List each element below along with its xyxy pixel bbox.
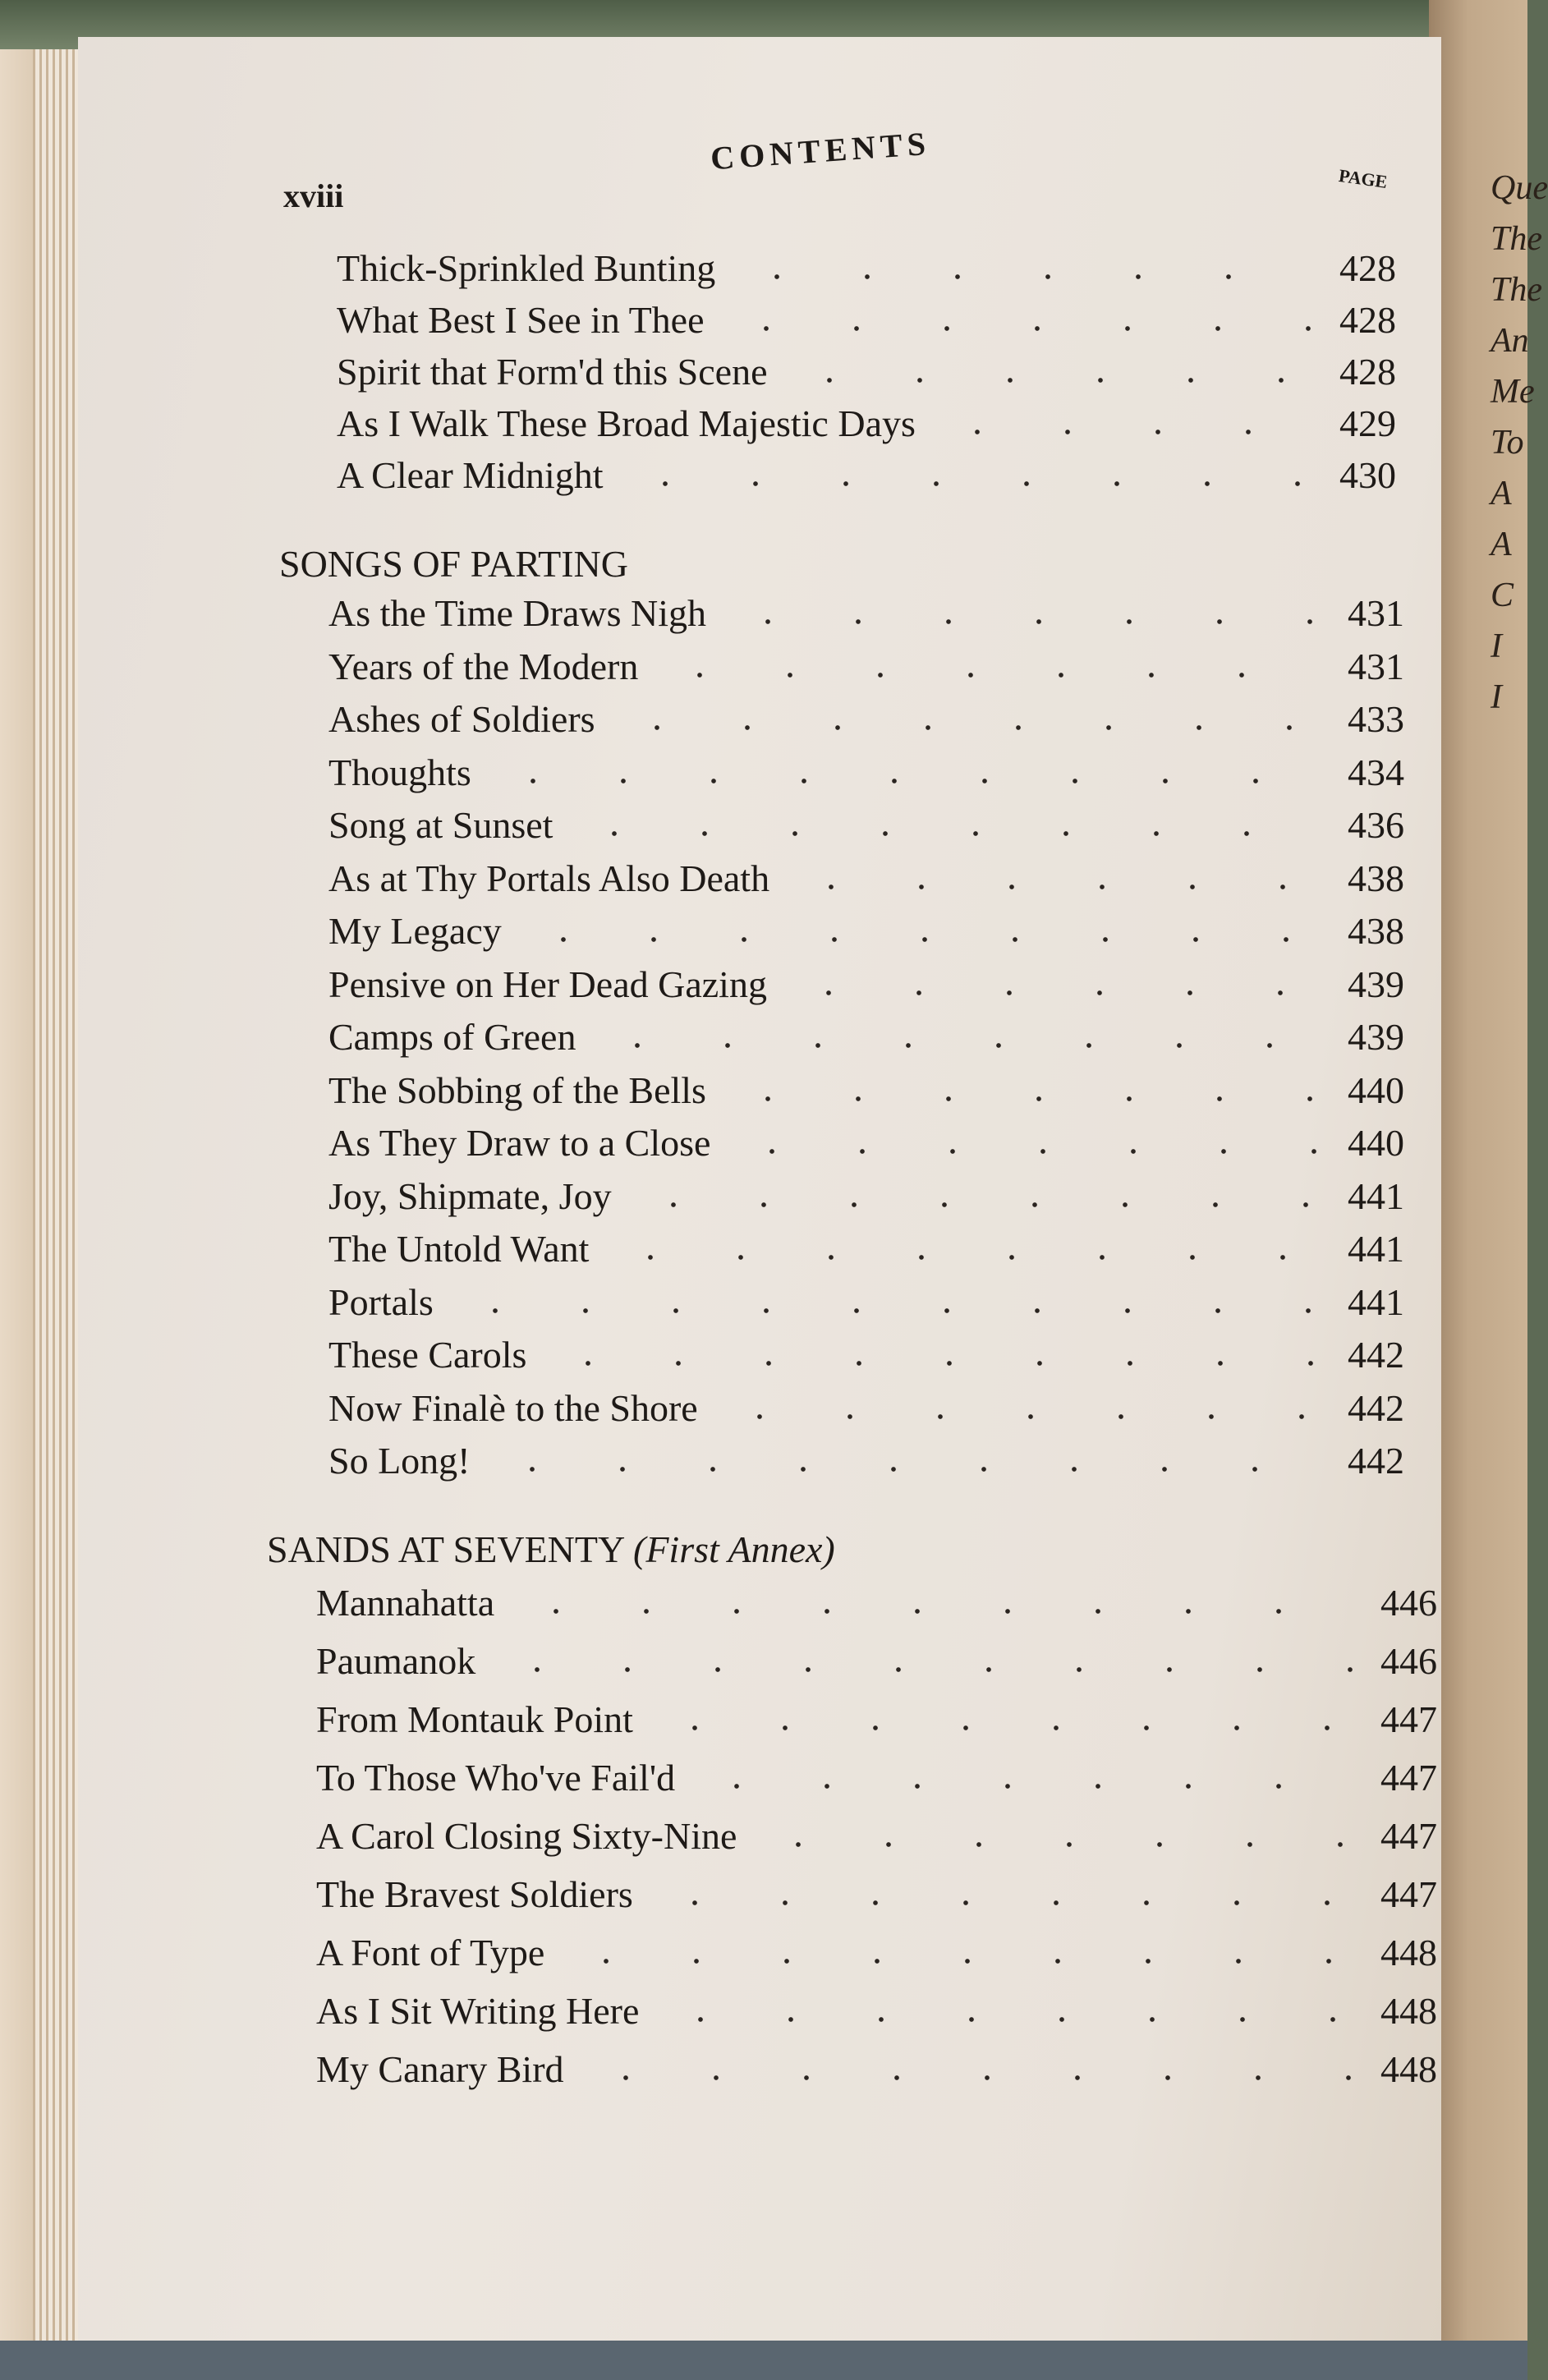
dot-leader (727, 1147, 1322, 1156)
toc-entry (328, 645, 1404, 688)
toc-entry (316, 1756, 1437, 1799)
entry-title: As the Time Draws Nigh (328, 592, 707, 634)
dot-leader (723, 618, 1322, 626)
dot-leader (721, 324, 1314, 333)
entry-page-number: 429 (1339, 402, 1396, 444)
dot-leader (487, 1465, 1323, 1473)
entry-page-number: 428 (1339, 299, 1396, 341)
facing-page-fragment: An (1491, 322, 1529, 360)
entry-title: From Montauk Point (316, 1698, 633, 1740)
toc-entry (337, 298, 1396, 342)
dot-leader (783, 989, 1322, 997)
facing-page-fragment: I (1491, 678, 1502, 716)
toc-entry (316, 1872, 1437, 1916)
toc-entry (328, 591, 1404, 635)
dot-leader (488, 777, 1322, 785)
entry-page-number: 431 (1348, 645, 1404, 687)
toc-entry (328, 803, 1404, 847)
entry-page-number: 430 (1339, 454, 1396, 496)
dot-leader (723, 1095, 1322, 1103)
entry-page-number: 433 (1348, 698, 1404, 740)
entry-page-number: 434 (1348, 751, 1404, 793)
entry-page-number: 439 (1348, 1016, 1404, 1058)
toc-entry (328, 1121, 1404, 1165)
facing-page-fragment: A (1491, 526, 1512, 563)
entry-title: What Best I See in Thee (337, 299, 705, 341)
dot-leader (655, 2015, 1355, 2024)
entry-title: These Carols (328, 1334, 527, 1376)
entry-title: Thoughts (328, 751, 471, 793)
dot-leader (691, 1782, 1355, 1790)
entry-title: Song at Sunset (328, 804, 554, 846)
entry-title: So Long! (328, 1440, 471, 1482)
dot-leader (569, 829, 1322, 838)
entry-page-number: 442 (1348, 1334, 1404, 1376)
entry-title: My Canary Bird (316, 2048, 564, 2090)
entry-title: A Carol Closing Sixty-Nine (316, 1815, 737, 1857)
dot-leader (786, 883, 1322, 891)
dot-leader (450, 1307, 1322, 1315)
entry-title: Now Finalè to the Shore (328, 1386, 698, 1429)
page-stack-edge (33, 49, 82, 2349)
facing-page-fragment: The (1491, 220, 1542, 258)
toc-entry (316, 1989, 1437, 2033)
dot-leader (628, 1201, 1322, 1209)
section-heading (267, 1528, 835, 1571)
dot-leader (784, 376, 1315, 384)
entry-page-number: 439 (1348, 963, 1404, 1005)
entry-page-number: 448 (1380, 1990, 1437, 2032)
toc-entry (316, 1814, 1437, 1858)
dot-leader (543, 1359, 1322, 1367)
entry-page-number: 428 (1339, 247, 1396, 289)
dot-leader (518, 935, 1322, 944)
toc-entry (328, 1227, 1404, 1270)
entry-title: As I Sit Writing Here (316, 1990, 640, 2032)
toc-entry (337, 402, 1396, 445)
entry-title: As I Walk These Broad Majestic Days (337, 402, 916, 444)
facing-page-fragment: A (1491, 475, 1512, 512)
facing-page-fragment: The (1491, 271, 1542, 309)
facing-page-fragment: To (1491, 424, 1524, 462)
entry-title: A Font of Type (316, 1932, 545, 1973)
toc-entry (328, 1333, 1404, 1376)
entry-page-number: 442 (1348, 1440, 1404, 1482)
toc-entry (328, 1439, 1404, 1482)
entry-page-number: 442 (1348, 1386, 1404, 1429)
facing-page-fragment: Que (1491, 169, 1548, 207)
entry-title: My Legacy (328, 910, 502, 952)
entry-page-number: 446 (1380, 1640, 1437, 1682)
dot-leader (650, 1724, 1355, 1732)
dot-leader (605, 1253, 1322, 1261)
dot-leader (612, 724, 1322, 732)
dot-leader (511, 1607, 1355, 1615)
entry-page-number: 438 (1348, 910, 1404, 952)
entry-page-number: 446 (1380, 1582, 1437, 1624)
entry-page-number: 431 (1348, 592, 1404, 634)
facing-page-fragment: C (1491, 577, 1514, 614)
entry-title: Years of the Modern (328, 645, 639, 687)
entry-title: Spirit that Form'd this Scene (337, 351, 768, 393)
entry-title: Pensive on Her Dead Gazing (328, 963, 767, 1005)
dot-leader (655, 671, 1322, 679)
dot-leader (753, 1840, 1355, 1849)
entry-title: A Clear Midnight (337, 454, 604, 496)
dot-leader (650, 1899, 1355, 1907)
dot-leader (932, 428, 1314, 436)
entry-title: As at Thy Portals Also Death (328, 857, 770, 899)
entry-page-number: 447 (1380, 1815, 1437, 1857)
entry-page-number: 428 (1339, 351, 1396, 393)
dot-leader (492, 1666, 1355, 1674)
toc-entry (337, 246, 1396, 290)
entry-title: Paumanok (316, 1640, 476, 1682)
entry-title: Joy, Shipmate, Joy (328, 1174, 612, 1217)
toc-entry (328, 1174, 1404, 1218)
toc-entry (337, 350, 1396, 393)
entry-title: Portals (328, 1280, 434, 1323)
toc-entry (328, 697, 1404, 741)
entry-page-number: 441 (1348, 1174, 1404, 1217)
page-folio: xviii (283, 177, 344, 214)
toc-entry (328, 909, 1404, 953)
entry-title: The Sobbing of the Bells (328, 1068, 706, 1111)
toc-entry (316, 1931, 1437, 1974)
dot-leader (714, 1413, 1322, 1421)
dot-leader (561, 1957, 1355, 1965)
entry-page-number: 441 (1348, 1228, 1404, 1270)
dot-leader (592, 1041, 1322, 1050)
toc-entry (328, 1280, 1404, 1324)
entry-page-number: 448 (1380, 1932, 1437, 1973)
entry-title: Thick-Sprinkled Bunting (337, 247, 716, 289)
dot-leader (732, 273, 1314, 281)
entry-page-number: 440 (1348, 1122, 1404, 1164)
section-heading (279, 542, 628, 586)
section-heading-text: SONGS OF PARTING (279, 543, 628, 585)
page-column-label: PAGE (1337, 164, 1390, 193)
entry-page-number: 436 (1348, 804, 1404, 846)
entry-title: As They Draw to a Close (328, 1122, 711, 1164)
toc-entry (328, 857, 1404, 900)
entry-page-number: 441 (1348, 1280, 1404, 1323)
entry-page-number: 447 (1380, 1698, 1437, 1740)
toc-entry (337, 453, 1396, 497)
entry-title: Ashes of Soldiers (328, 698, 595, 740)
page-title: CONTENTS (709, 124, 932, 177)
entry-page-number: 447 (1380, 1757, 1437, 1799)
background-bottom (0, 2341, 1527, 2380)
entry-title: The Untold Want (328, 1228, 590, 1270)
entry-page-number: 440 (1348, 1068, 1404, 1111)
dot-leader (581, 2074, 1355, 2082)
entry-title: To Those Who've Fail'd (316, 1757, 676, 1799)
dot-leader (620, 480, 1314, 488)
toc-entry (328, 963, 1404, 1006)
facing-page-fragment: I (1491, 627, 1502, 665)
section-heading-text: SANDS AT SEVENTY (267, 1528, 624, 1570)
toc-entry (316, 2047, 1437, 2091)
facing-page-fragment: Me (1491, 373, 1535, 411)
entry-page-number: 448 (1380, 2048, 1437, 2090)
toc-entry (328, 751, 1404, 794)
section-heading-note: (First Annex) (633, 1528, 835, 1570)
entry-page-number: 447 (1380, 1873, 1437, 1915)
toc-entry (328, 1386, 1404, 1430)
entry-title: The Bravest Soldiers (316, 1873, 633, 1915)
entry-title: Mannahatta (316, 1582, 495, 1624)
toc-entry (316, 1698, 1437, 1741)
entry-title: Camps of Green (328, 1016, 576, 1058)
toc-entry (316, 1639, 1437, 1683)
toc-entry (328, 1015, 1404, 1059)
entry-page-number: 438 (1348, 857, 1404, 899)
toc-entry (316, 1581, 1437, 1624)
toc-entry (328, 1068, 1404, 1112)
